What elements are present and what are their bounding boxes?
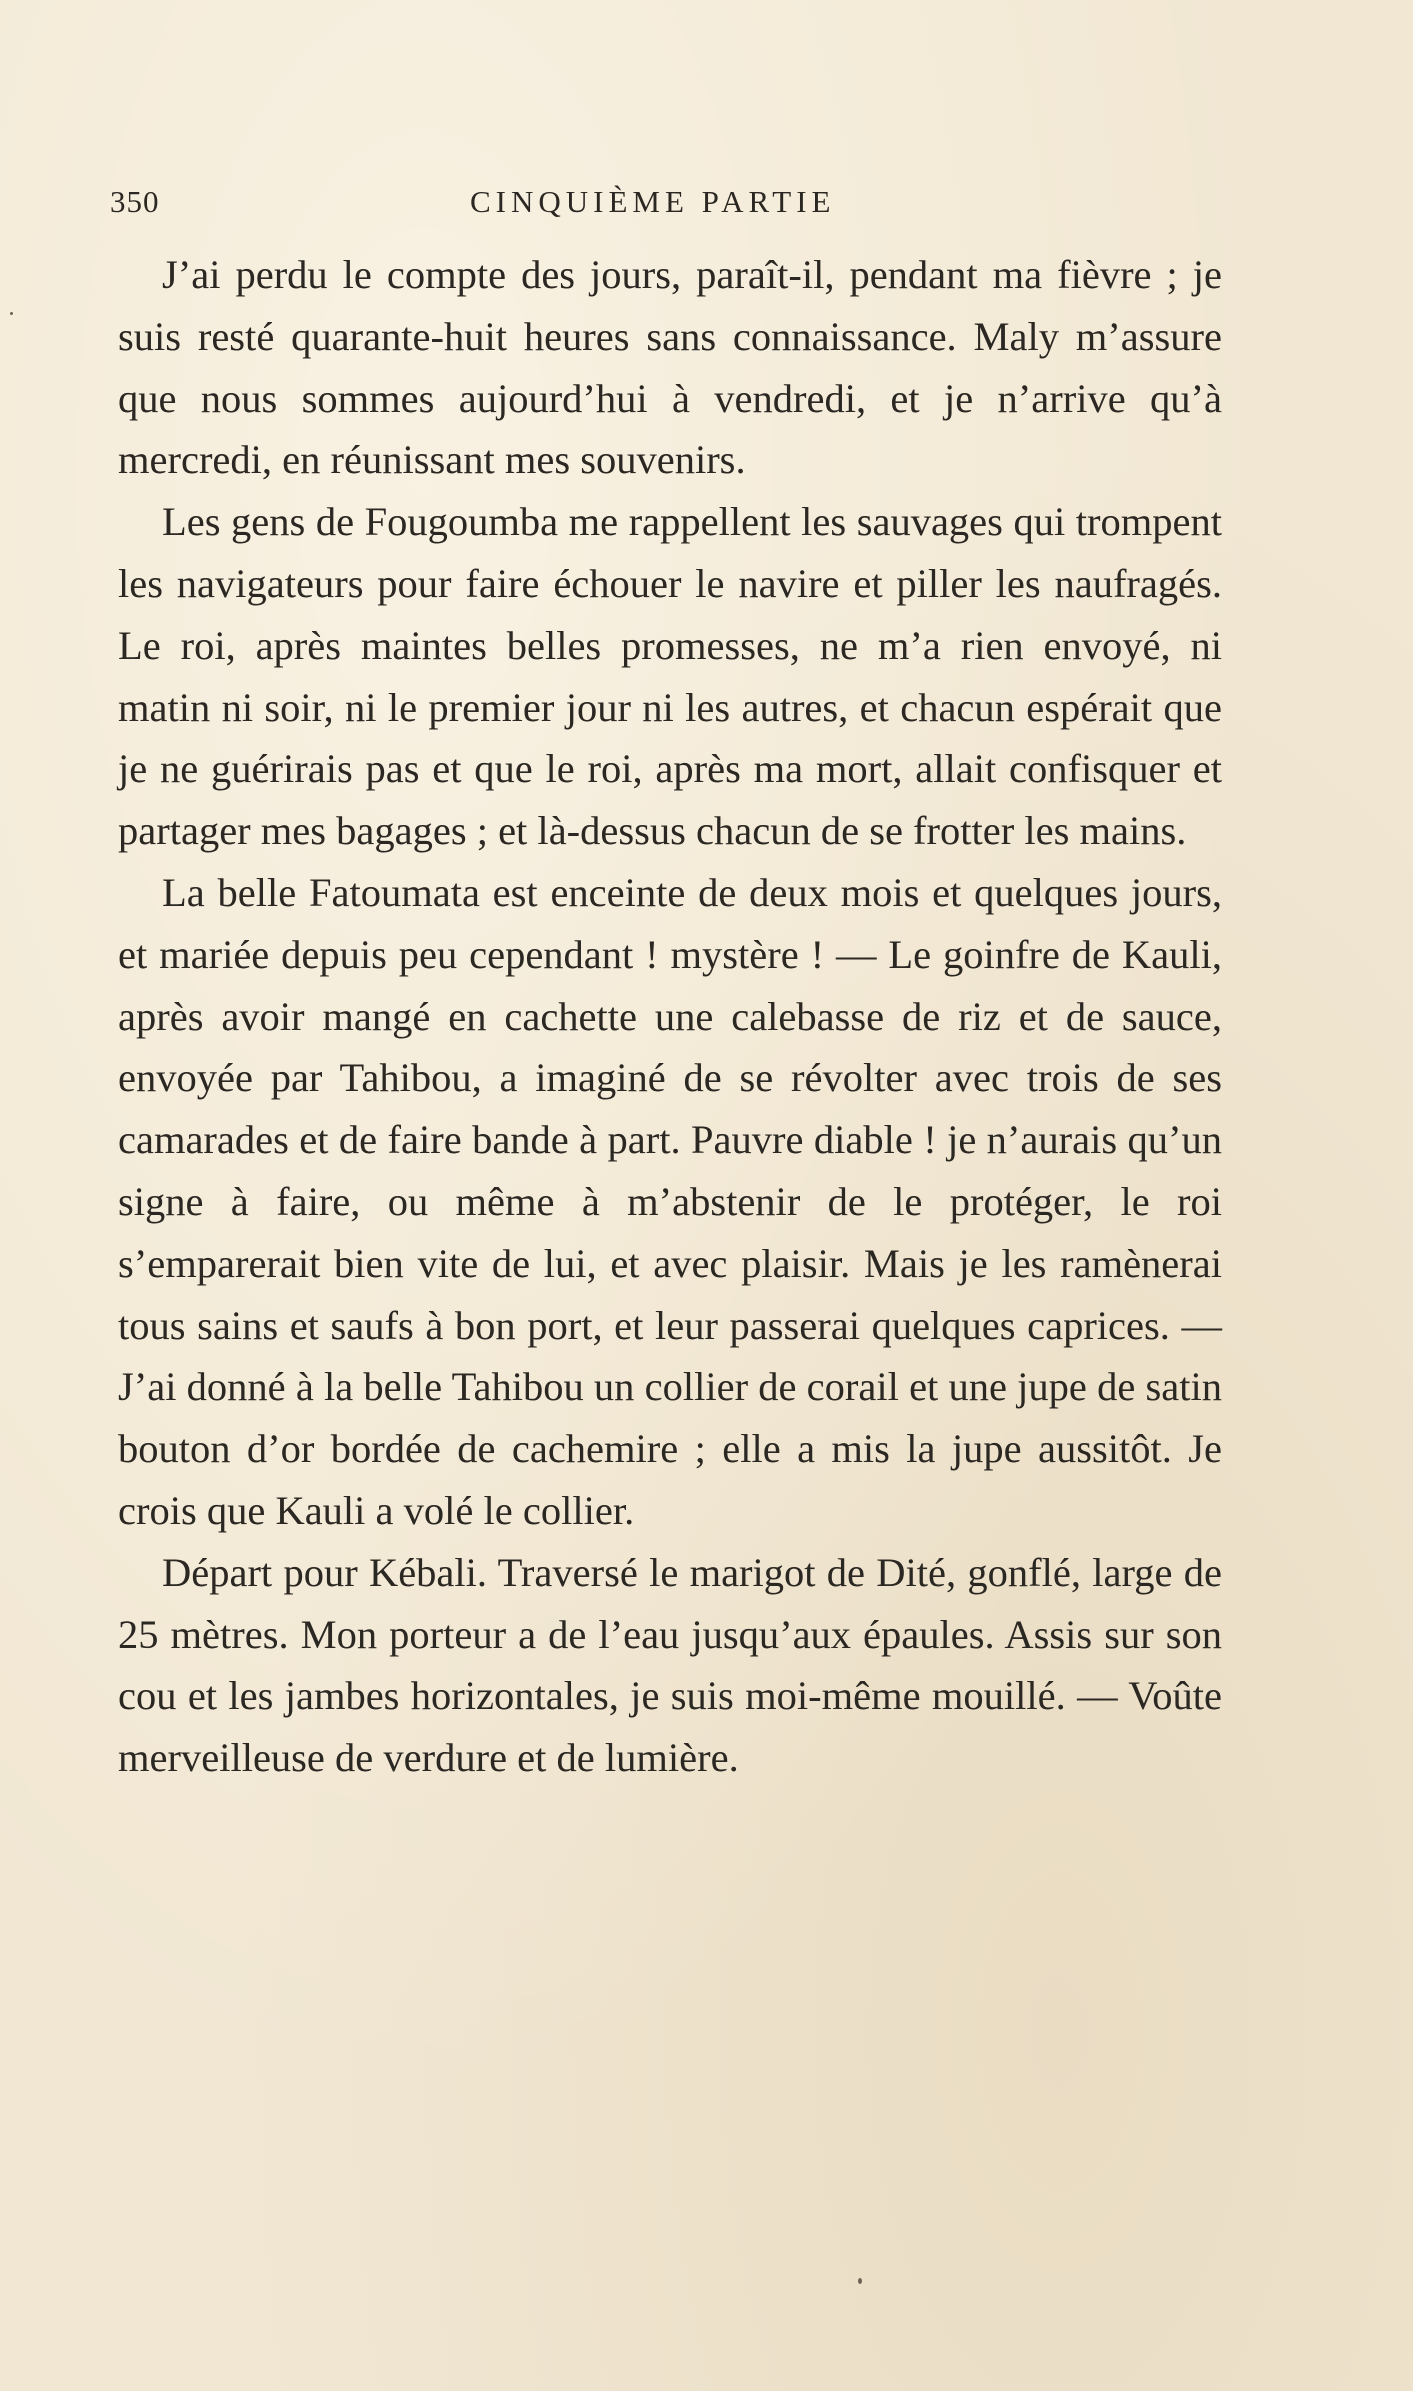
paragraph-4: Départ pour Kébali. Traversé le marigot de Dité, gonflé, large de 25 mètres. Mon porteur a de l’eau jusqu’aux épaules. Assis sur son cou et les jambes horizontales, je suis moi-même mouillé. — Voûte merveilleuse de verdure et de lumière. <box>118 1549 1222 1781</box>
paper-speck <box>858 2278 862 2284</box>
body-text <box>118 244 1222 1789</box>
paper-speck <box>10 312 13 315</box>
running-head <box>110 184 1260 234</box>
paragraph-3: La belle Fatoumata est enceinte de deux mois et quelques jours, et mariée depuis peu cependant ! mystère ! — Le goinfre de Kauli, après avoir mangé en cachette une calebasse de riz et de sauce, envoyée par Tahibou, a imaginé de se révolter avec trois de ses camarades et de faire bande à part. Pauvre diable ! je n’aurais qu’un signe à faire, ou même à m’abstenir de le protéger, le roi s’emparerait bien vite de lui, et avec plaisir. Mais je les ramènerai tous sains et saufs à bon port, et leur passerai quelques caprices. — J’ai donné à la belle Tahibou un collier de corail et une jupe de satin bouton d’or bordée de cachemire ; elle a mis la jupe aussitôt. Je crois que Kauli a volé le collier. <box>118 869 1222 1533</box>
paragraph-2: Les gens de Fougoumba me rappellent les sauvages qui trompent les navigateurs pour faire échouer le navire et piller les naufragés. Le roi, après maintes belles promesses, ne m’a rien envoyé, ni matin ni soir, ni le premier jour ni les autres, et chacun espérait que je ne guérirais pas et que le roi, après ma mort, allait confisquer et partager mes bagages ; et là-dessus chacun de se frotter les mains. <box>118 499 1222 854</box>
page-number: 350 <box>110 184 160 219</box>
running-title: CINQUIÈME PARTIE <box>470 184 836 219</box>
paragraph-1: J’ai perdu le compte des jours, paraît-il, pendant ma fièvre ; je suis resté quarante-huit heures sans connaissance. Maly m’assure que nous sommes aujourd’hui à vendredi, et je n’arrive qu’à mercredi, en réunissant mes souvenirs. <box>118 252 1222 483</box>
